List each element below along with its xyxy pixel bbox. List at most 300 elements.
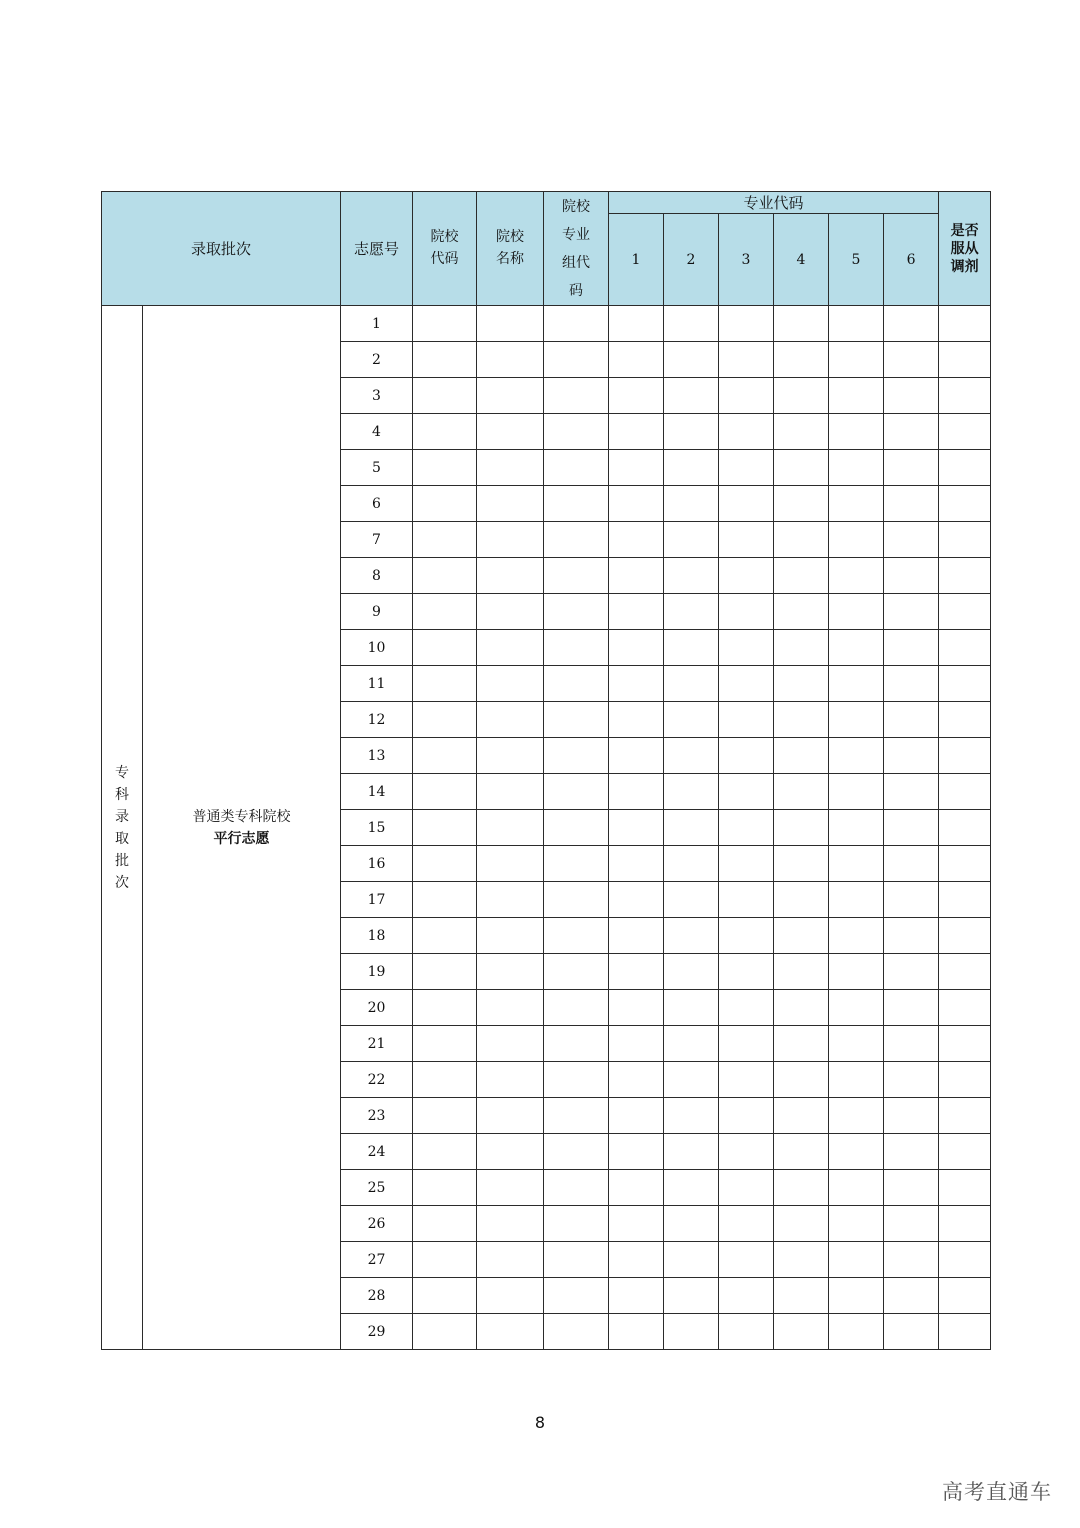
major-code-cell[interactable] <box>774 810 829 846</box>
group-code-cell[interactable] <box>544 342 609 378</box>
adjust-cell[interactable] <box>939 558 991 594</box>
major-code-cell[interactable] <box>829 306 884 342</box>
school-name-cell[interactable] <box>477 378 544 414</box>
major-code-cell[interactable] <box>719 414 774 450</box>
group-code-cell[interactable] <box>544 1242 609 1278</box>
major-code-cell[interactable] <box>609 414 664 450</box>
school-name-cell[interactable] <box>477 558 544 594</box>
major-code-cell[interactable] <box>664 522 719 558</box>
major-code-cell[interactable] <box>664 810 719 846</box>
school-code-cell[interactable] <box>413 918 477 954</box>
school-code-cell[interactable] <box>413 738 477 774</box>
adjust-cell[interactable] <box>939 1314 991 1350</box>
major-code-cell[interactable] <box>884 1278 939 1314</box>
school-code-cell[interactable] <box>413 774 477 810</box>
major-code-cell[interactable] <box>774 666 829 702</box>
major-code-cell[interactable] <box>774 306 829 342</box>
group-code-cell[interactable] <box>544 882 609 918</box>
major-code-cell[interactable] <box>609 846 664 882</box>
group-code-cell[interactable] <box>544 990 609 1026</box>
group-code-cell[interactable] <box>544 846 609 882</box>
major-code-cell[interactable] <box>664 1026 719 1062</box>
major-code-cell[interactable] <box>609 882 664 918</box>
major-code-cell[interactable] <box>774 594 829 630</box>
school-name-cell[interactable] <box>477 990 544 1026</box>
major-code-cell[interactable] <box>609 630 664 666</box>
group-code-cell[interactable] <box>544 378 609 414</box>
major-code-cell[interactable] <box>829 918 884 954</box>
major-code-cell[interactable] <box>829 666 884 702</box>
volunteer-number: 4 <box>341 414 413 450</box>
major-code-cell[interactable] <box>719 882 774 918</box>
major-code-cell[interactable] <box>664 666 719 702</box>
major-code-cell[interactable] <box>884 558 939 594</box>
major-code-cell[interactable] <box>774 1278 829 1314</box>
adjust-cell[interactable] <box>939 522 991 558</box>
group-code-cell[interactable] <box>544 1206 609 1242</box>
major-code-cell[interactable] <box>609 522 664 558</box>
major-code-cell[interactable] <box>719 558 774 594</box>
major-code-cell[interactable] <box>664 342 719 378</box>
school-name-cell[interactable] <box>477 450 544 486</box>
major-code-cell[interactable] <box>774 990 829 1026</box>
major-code-cell[interactable] <box>609 810 664 846</box>
major-code-cell[interactable] <box>609 1278 664 1314</box>
major-code-cell[interactable] <box>884 1170 939 1206</box>
major-code-cell[interactable] <box>774 774 829 810</box>
major-code-cell[interactable] <box>774 558 829 594</box>
major-code-cell[interactable] <box>609 1170 664 1206</box>
school-name-cell[interactable] <box>477 954 544 990</box>
school-name-cell[interactable] <box>477 702 544 738</box>
school-code-cell[interactable] <box>413 990 477 1026</box>
adjust-cell[interactable] <box>939 1062 991 1098</box>
school-code-cell[interactable] <box>413 450 477 486</box>
major-code-cell[interactable] <box>719 1278 774 1314</box>
major-code-cell[interactable] <box>884 810 939 846</box>
school-code-cell[interactable] <box>413 378 477 414</box>
header-school-code-text: 院校代码 <box>430 228 459 267</box>
major-code-cell[interactable] <box>719 990 774 1026</box>
major-code-cell[interactable] <box>884 306 939 342</box>
major-code-cell[interactable] <box>829 1314 884 1350</box>
school-name-cell[interactable] <box>477 774 544 810</box>
major-code-cell[interactable] <box>884 450 939 486</box>
major-code-cell[interactable] <box>664 846 719 882</box>
school-code-cell[interactable] <box>413 702 477 738</box>
adjust-cell[interactable] <box>939 342 991 378</box>
major-code-cell[interactable] <box>609 1206 664 1242</box>
group-code-cell[interactable] <box>544 1170 609 1206</box>
school-name-cell[interactable] <box>477 594 544 630</box>
major-code-cell[interactable] <box>664 306 719 342</box>
major-code-cell[interactable] <box>829 954 884 990</box>
major-code-cell[interactable] <box>609 1098 664 1134</box>
major-code-cell[interactable] <box>829 1170 884 1206</box>
major-code-cell[interactable] <box>774 1098 829 1134</box>
table-row <box>102 306 991 342</box>
major-code-cell[interactable] <box>829 522 884 558</box>
school-code-cell[interactable] <box>413 630 477 666</box>
school-name-cell[interactable] <box>477 738 544 774</box>
major-code-cell[interactable] <box>884 378 939 414</box>
group-code-cell[interactable] <box>544 414 609 450</box>
major-code-cell[interactable] <box>664 774 719 810</box>
adjust-cell[interactable] <box>939 990 991 1026</box>
school-name-cell[interactable] <box>477 630 544 666</box>
adjust-cell[interactable] <box>939 810 991 846</box>
group-code-cell[interactable] <box>544 954 609 990</box>
major-code-cell[interactable] <box>719 1170 774 1206</box>
major-code-cell[interactable] <box>719 1026 774 1062</box>
major-code-cell[interactable] <box>829 630 884 666</box>
major-code-cell[interactable] <box>884 954 939 990</box>
major-code-cell[interactable] <box>609 1314 664 1350</box>
major-code-cell[interactable] <box>664 738 719 774</box>
major-code-cell[interactable] <box>829 1278 884 1314</box>
major-code-cell[interactable] <box>719 918 774 954</box>
major-code-cell[interactable] <box>609 378 664 414</box>
group-code-cell[interactable] <box>544 450 609 486</box>
major-code-cell[interactable] <box>719 1242 774 1278</box>
adjust-cell[interactable] <box>939 1098 991 1134</box>
major-code-cell[interactable] <box>774 378 829 414</box>
major-code-cell[interactable] <box>719 522 774 558</box>
major-code-cell[interactable] <box>884 630 939 666</box>
major-code-cell[interactable] <box>609 1062 664 1098</box>
major-code-cell[interactable] <box>774 342 829 378</box>
major-code-cell[interactable] <box>884 918 939 954</box>
major-code-cell[interactable] <box>884 774 939 810</box>
major-code-cell[interactable] <box>774 846 829 882</box>
major-code-cell[interactable] <box>664 918 719 954</box>
school-code-cell[interactable] <box>413 1062 477 1098</box>
school-code-cell[interactable] <box>413 1242 477 1278</box>
major-code-cell[interactable] <box>719 846 774 882</box>
major-code-cell[interactable] <box>884 1314 939 1350</box>
major-code-cell[interactable] <box>829 486 884 522</box>
major-code-cell[interactable] <box>884 414 939 450</box>
major-code-cell[interactable] <box>829 558 884 594</box>
major-code-cell[interactable] <box>664 1206 719 1242</box>
major-code-cell[interactable] <box>829 1098 884 1134</box>
major-code-cell[interactable] <box>774 1242 829 1278</box>
major-code-cell[interactable] <box>719 342 774 378</box>
school-name-cell[interactable] <box>477 810 544 846</box>
group-code-cell[interactable] <box>544 702 609 738</box>
major-code-cell[interactable] <box>719 486 774 522</box>
adjust-cell[interactable] <box>939 306 991 342</box>
school-name-cell[interactable] <box>477 414 544 450</box>
major-code-cell[interactable] <box>829 702 884 738</box>
school-code-cell[interactable] <box>413 954 477 990</box>
adjust-cell[interactable] <box>939 450 991 486</box>
major-code-cell[interactable] <box>719 306 774 342</box>
adjust-cell[interactable] <box>939 738 991 774</box>
major-code-cell[interactable] <box>884 1026 939 1062</box>
major-code-cell[interactable] <box>774 1062 829 1098</box>
school-code-cell[interactable] <box>413 1206 477 1242</box>
batch-cell <box>102 306 143 1350</box>
major-code-cell[interactable] <box>719 666 774 702</box>
major-code-cell[interactable] <box>609 306 664 342</box>
major-code-cell[interactable] <box>829 450 884 486</box>
school-code-cell[interactable] <box>413 810 477 846</box>
major-code-cell[interactable] <box>609 486 664 522</box>
group-code-cell[interactable] <box>544 1314 609 1350</box>
adjust-cell[interactable] <box>939 630 991 666</box>
adjust-cell[interactable] <box>939 666 991 702</box>
school-name-cell[interactable] <box>477 1098 544 1134</box>
major-code-cell[interactable] <box>774 1314 829 1350</box>
major-code-cell[interactable] <box>829 990 884 1026</box>
major-code-cell[interactable] <box>774 882 829 918</box>
school-name-cell[interactable] <box>477 1026 544 1062</box>
major-code-cell[interactable] <box>609 702 664 738</box>
major-code-cell[interactable] <box>774 1026 829 1062</box>
major-code-cell[interactable] <box>884 1206 939 1242</box>
school-code-cell[interactable] <box>413 1278 477 1314</box>
major-code-cell[interactable] <box>884 486 939 522</box>
adjust-cell[interactable] <box>939 594 991 630</box>
major-code-cell[interactable] <box>664 702 719 738</box>
major-code-cell[interactable] <box>719 450 774 486</box>
major-code-cell[interactable] <box>609 594 664 630</box>
major-code-cell[interactable] <box>719 810 774 846</box>
major-code-cell[interactable] <box>609 774 664 810</box>
major-code-cell[interactable] <box>609 954 664 990</box>
major-code-cell[interactable] <box>884 1062 939 1098</box>
school-name-cell[interactable] <box>477 342 544 378</box>
major-code-cell[interactable] <box>829 1062 884 1098</box>
major-code-cell[interactable] <box>774 1170 829 1206</box>
major-code-cell[interactable] <box>719 702 774 738</box>
major-code-cell[interactable] <box>719 954 774 990</box>
major-code-cell[interactable] <box>664 1062 719 1098</box>
school-name-cell[interactable] <box>477 522 544 558</box>
adjust-cell[interactable] <box>939 1242 991 1278</box>
adjust-cell[interactable] <box>939 882 991 918</box>
major-code-cell[interactable] <box>884 1134 939 1170</box>
major-code-cell[interactable] <box>774 1134 829 1170</box>
major-code-cell[interactable] <box>609 342 664 378</box>
major-code-cell[interactable] <box>884 666 939 702</box>
group-code-cell[interactable] <box>544 558 609 594</box>
major-code-cell[interactable] <box>664 594 719 630</box>
major-code-cell[interactable] <box>884 1098 939 1134</box>
school-code-cell[interactable] <box>413 846 477 882</box>
major-code-cell[interactable] <box>884 594 939 630</box>
major-code-cell[interactable] <box>774 1206 829 1242</box>
major-code-cell[interactable] <box>774 486 829 522</box>
school-code-cell[interactable] <box>413 1098 477 1134</box>
school-name-cell[interactable] <box>477 1242 544 1278</box>
group-code-cell[interactable] <box>544 666 609 702</box>
school-name-cell[interactable] <box>477 1170 544 1206</box>
major-code-cell[interactable] <box>774 954 829 990</box>
school-code-cell[interactable] <box>413 882 477 918</box>
major-code-cell[interactable] <box>664 1134 719 1170</box>
adjust-cell[interactable] <box>939 954 991 990</box>
major-code-cell[interactable] <box>774 522 829 558</box>
school-code-cell[interactable] <box>413 414 477 450</box>
major-code-cell[interactable] <box>884 990 939 1026</box>
group-code-cell[interactable] <box>544 630 609 666</box>
group-code-cell[interactable] <box>544 1062 609 1098</box>
school-code-cell[interactable] <box>413 522 477 558</box>
major-code-cell[interactable] <box>609 1134 664 1170</box>
major-code-cell[interactable] <box>609 450 664 486</box>
adjust-cell[interactable] <box>939 486 991 522</box>
major-code-cell[interactable] <box>664 486 719 522</box>
major-code-cell[interactable] <box>774 630 829 666</box>
major-code-cell[interactable] <box>609 1026 664 1062</box>
group-code-cell[interactable] <box>544 1278 609 1314</box>
group-code-cell[interactable] <box>544 738 609 774</box>
school-code-cell[interactable] <box>413 486 477 522</box>
major-code-cell[interactable] <box>609 738 664 774</box>
major-code-cell[interactable] <box>664 1242 719 1278</box>
volunteer-number: 18 <box>341 918 413 954</box>
adjust-cell[interactable] <box>939 1170 991 1206</box>
major-code-cell[interactable] <box>664 378 719 414</box>
major-code-cell[interactable] <box>609 1242 664 1278</box>
group-code-cell[interactable] <box>544 486 609 522</box>
group-code-cell[interactable] <box>544 594 609 630</box>
major-code-cell[interactable] <box>774 738 829 774</box>
major-code-cell[interactable] <box>719 378 774 414</box>
major-code-cell[interactable] <box>609 558 664 594</box>
school-name-cell[interactable] <box>477 666 544 702</box>
adjust-cell[interactable] <box>939 846 991 882</box>
major-code-cell[interactable] <box>719 1062 774 1098</box>
major-code-cell[interactable] <box>829 342 884 378</box>
school-name-cell[interactable] <box>477 1278 544 1314</box>
major-code-cell[interactable] <box>829 378 884 414</box>
major-code-cell[interactable] <box>664 414 719 450</box>
batch-label: 专科录取批次 <box>115 764 129 891</box>
adjust-cell[interactable] <box>939 1206 991 1242</box>
major-code-cell[interactable] <box>719 1098 774 1134</box>
major-code-cell[interactable] <box>664 630 719 666</box>
group-code-cell[interactable] <box>544 306 609 342</box>
school-code-cell[interactable] <box>413 1134 477 1170</box>
major-code-cell[interactable] <box>664 1314 719 1350</box>
major-code-cell[interactable] <box>719 1314 774 1350</box>
school-code-cell[interactable] <box>413 306 477 342</box>
major-code-cell[interactable] <box>719 1206 774 1242</box>
school-code-cell[interactable] <box>413 1170 477 1206</box>
major-code-cell[interactable] <box>719 630 774 666</box>
major-code-cell[interactable] <box>829 1242 884 1278</box>
major-code-cell[interactable] <box>664 450 719 486</box>
major-code-cell[interactable] <box>664 954 719 990</box>
adjust-cell[interactable] <box>939 1026 991 1062</box>
major-code-cell[interactable] <box>829 774 884 810</box>
major-code-cell[interactable] <box>829 1026 884 1062</box>
major-code-cell[interactable] <box>774 414 829 450</box>
school-code-cell[interactable] <box>413 1026 477 1062</box>
school-name-cell[interactable] <box>477 882 544 918</box>
major-code-cell[interactable] <box>884 1242 939 1278</box>
major-code-cell[interactable] <box>884 882 939 918</box>
group-code-cell[interactable] <box>544 1134 609 1170</box>
major-code-cell[interactable] <box>774 918 829 954</box>
major-code-cell[interactable] <box>829 810 884 846</box>
major-code-cell[interactable] <box>829 414 884 450</box>
major-code-cell[interactable] <box>829 738 884 774</box>
major-code-cell[interactable] <box>609 918 664 954</box>
header-school-code <box>413 192 477 306</box>
major-code-cell[interactable] <box>719 1134 774 1170</box>
adjust-cell[interactable] <box>939 414 991 450</box>
major-code-cell[interactable] <box>884 846 939 882</box>
school-name-cell[interactable] <box>477 1062 544 1098</box>
group-code-cell[interactable] <box>544 1026 609 1062</box>
major-code-cell[interactable] <box>664 990 719 1026</box>
school-code-cell[interactable] <box>413 666 477 702</box>
major-code-cell[interactable] <box>719 738 774 774</box>
group-code-cell[interactable] <box>544 522 609 558</box>
major-code-cell[interactable] <box>884 702 939 738</box>
group-code-cell[interactable] <box>544 774 609 810</box>
major-code-cell[interactable] <box>719 594 774 630</box>
major-code-cell[interactable] <box>774 702 829 738</box>
major-code-cell[interactable] <box>884 522 939 558</box>
major-code-cell[interactable] <box>829 846 884 882</box>
major-code-cell[interactable] <box>774 450 829 486</box>
page-number: 8 <box>534 1413 546 1432</box>
adjust-cell[interactable] <box>939 1278 991 1314</box>
major-code-cell[interactable] <box>609 990 664 1026</box>
volunteer-number: 27 <box>341 1242 413 1278</box>
school-code-cell[interactable] <box>413 1314 477 1350</box>
major-code-cell[interactable] <box>664 882 719 918</box>
school-name-cell[interactable] <box>477 1314 544 1350</box>
major-code-cell[interactable] <box>829 1206 884 1242</box>
major-code-cell[interactable] <box>719 774 774 810</box>
major-code-cell[interactable] <box>884 738 939 774</box>
major-code-cell[interactable] <box>664 1098 719 1134</box>
group-code-cell[interactable] <box>544 918 609 954</box>
major-code-cell[interactable] <box>664 1278 719 1314</box>
school-name-cell[interactable] <box>477 1134 544 1170</box>
school-code-cell[interactable] <box>413 558 477 594</box>
major-code-cell[interactable] <box>609 666 664 702</box>
major-code-cell[interactable] <box>884 342 939 378</box>
adjust-cell[interactable] <box>939 702 991 738</box>
group-code-cell[interactable] <box>544 810 609 846</box>
volunteer-number: 17 <box>341 882 413 918</box>
adjust-cell[interactable] <box>939 918 991 954</box>
major-code-cell[interactable] <box>664 558 719 594</box>
school-name-cell[interactable] <box>477 306 544 342</box>
school-name-cell[interactable] <box>477 1206 544 1242</box>
major-code-cell[interactable] <box>829 882 884 918</box>
school-name-cell[interactable] <box>477 846 544 882</box>
major-code-cell[interactable] <box>829 594 884 630</box>
school-name-cell[interactable] <box>477 486 544 522</box>
adjust-cell[interactable] <box>939 1134 991 1170</box>
group-code-cell[interactable] <box>544 1098 609 1134</box>
major-code-cell[interactable] <box>829 1134 884 1170</box>
adjust-cell[interactable] <box>939 378 991 414</box>
school-name-cell[interactable] <box>477 918 544 954</box>
school-code-cell[interactable] <box>413 594 477 630</box>
school-code-cell[interactable] <box>413 342 477 378</box>
major-code-cell[interactable] <box>664 1170 719 1206</box>
adjust-cell[interactable] <box>939 774 991 810</box>
